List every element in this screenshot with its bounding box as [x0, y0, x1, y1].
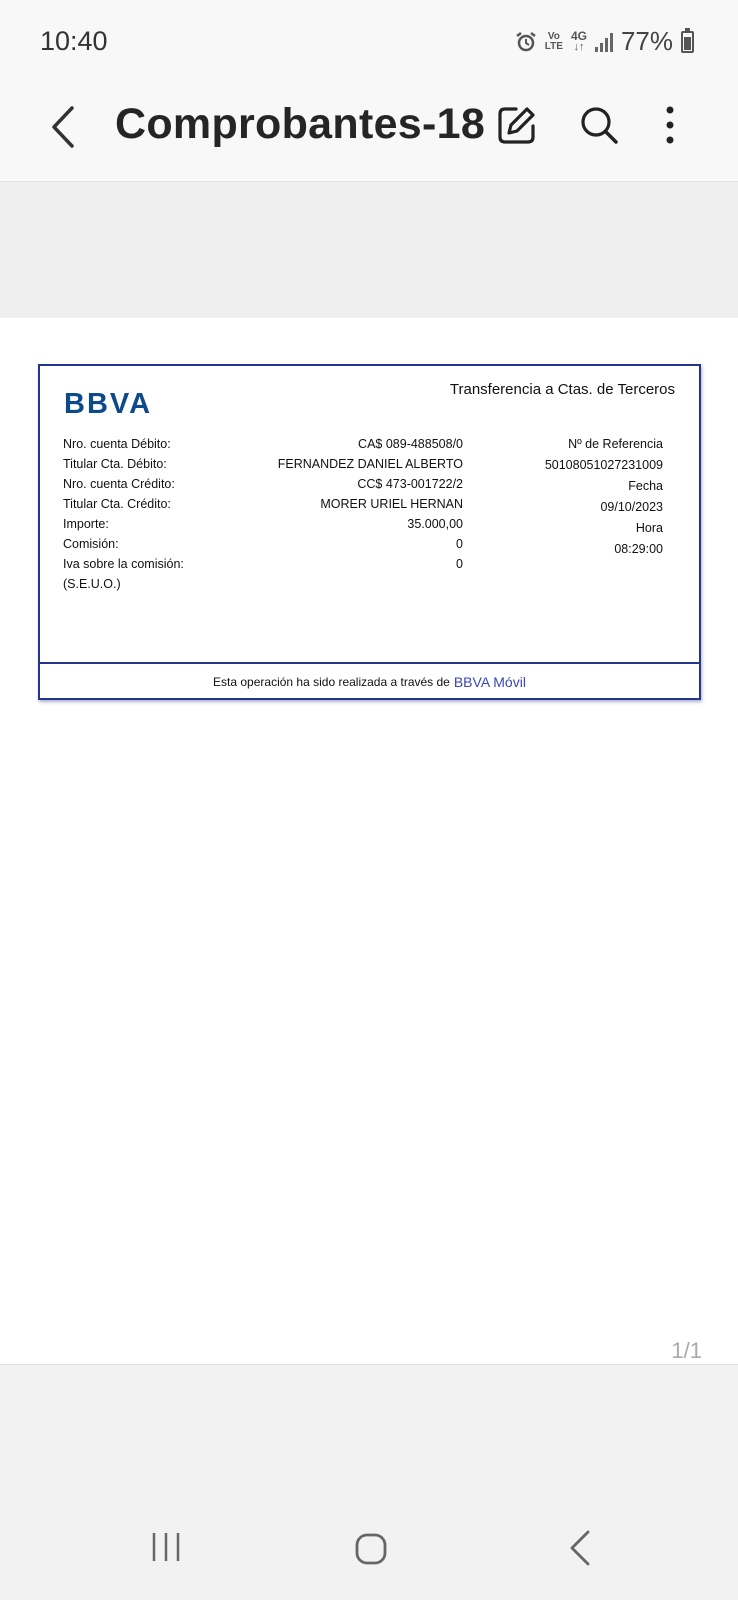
- back-icon[interactable]: [568, 1530, 592, 1566]
- alarm-icon: [515, 31, 537, 53]
- footer-text: Esta operación ha sido realizada a través de: [213, 675, 450, 689]
- time-label: Hora: [635, 521, 663, 535]
- edit-icon[interactable]: [496, 104, 538, 146]
- field-label: Comisión:: [63, 537, 119, 551]
- status-bar: [0, 0, 738, 84]
- battery-percent: 77%: [620, 26, 673, 56]
- receipt-footer: [40, 662, 699, 700]
- status-time: 10:40: [40, 26, 108, 56]
- field-label: Importe:: [63, 517, 109, 531]
- more-vert-icon[interactable]: [660, 104, 680, 146]
- volte-top-text: Vo: [547, 30, 560, 42]
- reference-value: 50108051027231009: [544, 458, 663, 472]
- bbva-logo: BBVA: [64, 388, 153, 420]
- field-values: [278, 434, 463, 574]
- seuo-note: (S.E.U.O.): [63, 577, 121, 591]
- document-title: Comprobantes-18: [115, 100, 486, 148]
- field-value: 0: [456, 537, 463, 551]
- volte-icon: [545, 32, 563, 52]
- home-icon[interactable]: [355, 1533, 387, 1565]
- field-label: Nro. cuenta Crédito:: [63, 477, 175, 491]
- field-labels: [63, 434, 184, 594]
- status-icons: [515, 26, 694, 57]
- field-label: Titular Cta. Débito:: [63, 457, 167, 471]
- field-label: Iva sobre la comisión:: [63, 557, 184, 571]
- field-label: Titular Cta. Crédito:: [63, 497, 171, 511]
- page-counter: 1/1: [671, 1338, 702, 1363]
- field-value: FERNANDEZ DANIEL ALBERTO: [277, 457, 463, 471]
- field-value: CC$ 473-001722/2: [357, 477, 463, 491]
- field-value: MORER URIEL HERNAN: [320, 497, 463, 511]
- 4g-data-icon: 4G ↓↑: [570, 28, 587, 53]
- reference-label: Nº de Referencia: [568, 437, 663, 451]
- date-label: Fecha: [628, 479, 663, 493]
- back-arrow-icon[interactable]: [46, 104, 82, 150]
- search-icon[interactable]: [578, 104, 620, 146]
- network-type-text: 4G: [570, 28, 587, 43]
- signal-icon: [595, 32, 613, 52]
- viewer-background: [0, 182, 738, 318]
- time-value: 08:29:00: [614, 542, 663, 556]
- field-value: 0: [456, 557, 463, 571]
- field-value: CA$ 089-488508/0: [358, 437, 463, 451]
- date-value: 09/10/2023: [600, 500, 663, 514]
- volte-bottom-text: LTE: [544, 40, 563, 52]
- field-value: 35.000,00: [407, 517, 463, 531]
- receipt-title: Transferencia a Ctas. de Terceros: [449, 381, 675, 398]
- app-bar: [0, 84, 738, 182]
- field-label: Nro. cuenta Débito:: [63, 437, 171, 451]
- transfer-receipt: [38, 364, 701, 700]
- reference-column: [545, 434, 663, 560]
- battery-icon: [681, 31, 694, 53]
- recent-apps-icon[interactable]: [150, 1531, 182, 1563]
- footer-brand: BBVA Móvil: [453, 674, 526, 690]
